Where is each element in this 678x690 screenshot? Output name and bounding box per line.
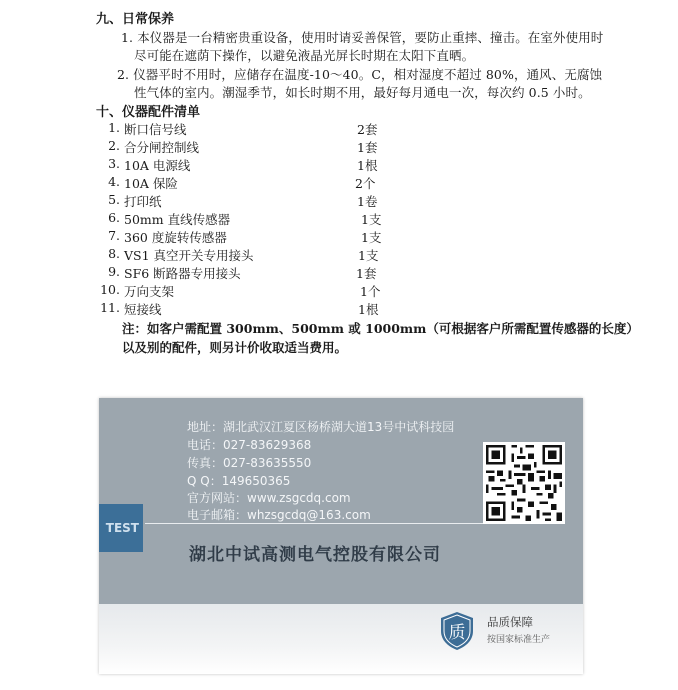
accessory-row (100, 246, 400, 264)
card-fax: 传真：027-83635550 (187, 456, 312, 470)
accessory-number: 3. (108, 156, 120, 171)
maintenance-item-1-line-2: 尽可能在遮荫下操作，以避免液晶光屏长时期在太阳下直晒。 (134, 48, 475, 63)
accessory-name: 合分闸控制线 (124, 140, 200, 155)
accessory-number: 11. (100, 300, 120, 315)
accessory-row (100, 120, 400, 138)
accessory-quantity: 1根 (357, 158, 378, 173)
badge-character: 质 (448, 623, 466, 643)
accessory-name: 10A 保险 (124, 176, 178, 191)
card-qq: Q Q：149650365 (187, 474, 291, 488)
accessory-name: SF6 断路器专用接头 (124, 266, 241, 281)
accessory-number: 4. (108, 174, 120, 189)
accessory-row (100, 228, 400, 246)
accessory-quantity: 1根 (358, 302, 379, 317)
accessory-quantity: 1个 (360, 284, 381, 299)
accessory-row (100, 264, 400, 282)
card-email: 电子邮箱：whzsgcdq@163.com (187, 508, 371, 522)
accessory-row (100, 138, 400, 156)
company-name: 湖北中试高测电气控股有限公司 (189, 545, 441, 565)
section-10-heading: 十、仪器配件清单 (96, 105, 201, 120)
accessory-number: 6. (108, 210, 120, 225)
business-card (99, 398, 583, 674)
accessory-quantity: 1套 (357, 140, 378, 155)
accessory-number: 7. (108, 228, 120, 243)
quality-shield-icon (439, 611, 475, 651)
accessory-note-line-2: 以及别的配件，则另计价收取适当费用。 (122, 340, 348, 355)
accessory-row (100, 156, 400, 174)
accessory-name: 短接线 (124, 302, 162, 317)
maintenance-item-1-line-1: 1. 本仪器是一台精密贵重设备，使用时请妥善保管，要防止重摔、撞击。在室外使用时 (121, 30, 604, 45)
accessory-number: 9. (108, 264, 120, 279)
accessory-number: 8. (108, 246, 120, 261)
card-address: 地址：湖北武汉江夏区杨桥湖大道13号中试科技园 (187, 420, 455, 434)
accessory-quantity: 1支 (358, 248, 379, 263)
qr-code-icon (483, 442, 565, 524)
accessory-row (100, 210, 400, 228)
card-website: 官方网站：www.zsgcdq.com (187, 491, 351, 505)
accessory-name: 50mm 直线传感器 (124, 212, 231, 227)
accessory-name: 断口信号线 (124, 122, 187, 137)
maintenance-item-2-line-1: 2. 仪器平时不用时，应储存在温度-10～40。C，相对湿度不超过 80%，通风、无腐蚀 (117, 67, 603, 82)
accessory-number: 10. (100, 282, 120, 297)
accessory-row (100, 282, 400, 300)
accessory-number: 1. (108, 120, 120, 135)
maintenance-item-2-line-2: 性气体的室内。潮湿季节，如长时期不用，最好每月通电一次，每次约 0.5 小时。 (134, 85, 591, 100)
accessory-quantity: 1支 (361, 230, 382, 245)
accessory-name: VS1 真空开关专用接头 (124, 248, 254, 263)
badge-title: 品质保障 (487, 615, 533, 629)
accessory-name: 打印纸 (124, 194, 162, 209)
accessory-note-line-1: 注：如客户需配置 300mm、500mm 或 1000mm（可根据客户所需配置传感器的长度） (122, 321, 639, 336)
accessory-name: 10A 电源线 (124, 158, 191, 173)
accessory-row (100, 192, 400, 210)
accessory-number: 5. (108, 192, 120, 207)
accessory-quantity: 1卷 (357, 194, 378, 209)
section-9-heading: 九、日常保养 (96, 12, 175, 27)
card-phone: 电话：027-83629368 (187, 438, 312, 452)
test-logo-box: TEST (99, 504, 143, 552)
accessory-row (100, 174, 400, 192)
accessory-row (100, 300, 400, 318)
accessory-name: 万向支架 (124, 284, 175, 299)
accessory-quantity: 2个 (355, 176, 376, 191)
accessory-quantity: 2套 (357, 122, 378, 137)
accessory-quantity: 1支 (361, 212, 382, 227)
accessory-number: 2. (108, 138, 120, 153)
accessory-name: 360 度旋转传感器 (124, 230, 227, 245)
accessory-quantity: 1套 (356, 266, 377, 281)
badge-subtitle: 按国家标准生产 (487, 635, 551, 645)
